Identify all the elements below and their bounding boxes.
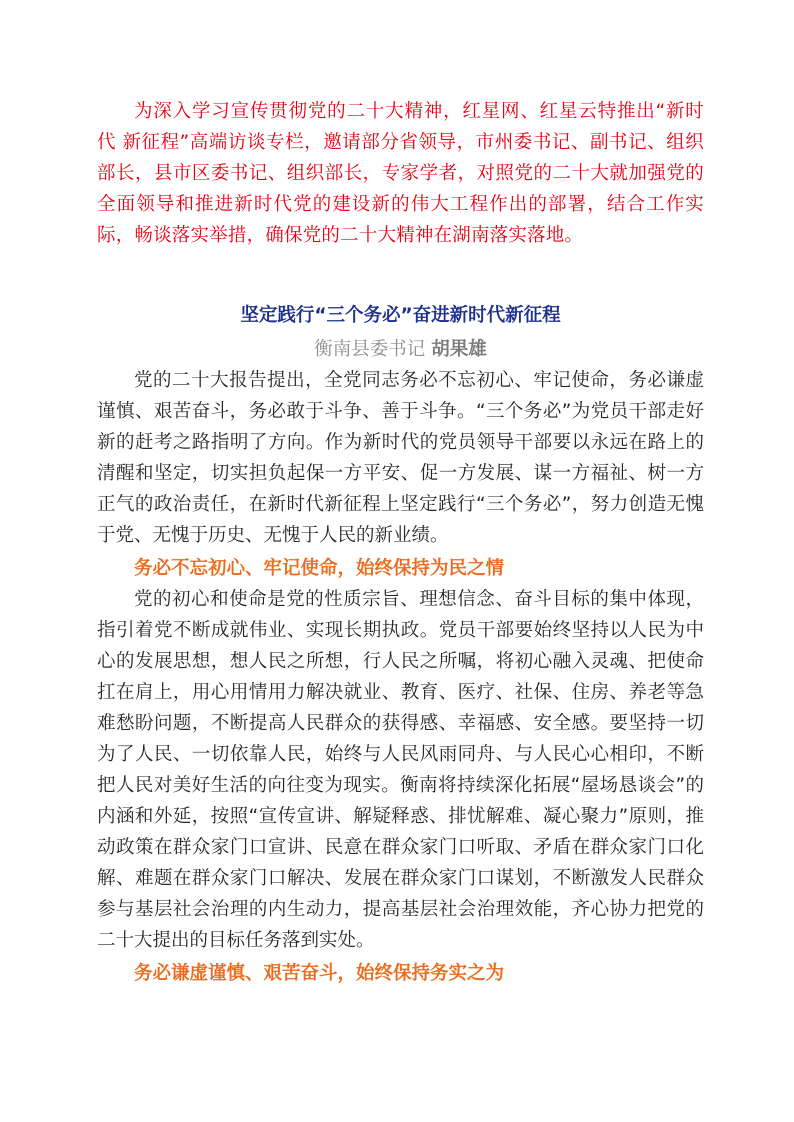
body-paragraph-2: 党的初心和使命是党的性质宗旨、理想信念、奋斗目标的集中体现，指引着党不断成就伟业、实现长期执政。党员干部要始终坚持以人民为中心的发展思想，想人民之所想，行人民之所嘱，将初心融入灵魂、把使命扛在肩上，用心用情用力解决就业、教育、医疗、社保、住房、养老等急难愁盼问题，不断提高人民群众的获得感、幸福感、安全感。要坚持一切为了人民、一切依靠人民，始终与人民风雨同舟、与人民心心相印，不断把人民对美好生活的向往变为现实。衡南将持续深化拓展“屋场恳谈会”的内涵和外延，按照“宣传宣讲、解疑释惑、排忧解难、凝心聚力”原则，推动政策在群众家门口宣讲、民意在群众家门口听取、矛盾在群众家门口化解、难题在群众家门口解决、发展在群众家门口谋划，不断激发人民群众参与基层社会治理的内生动力，提高基层社会治理效能，齐心协力把党的二十大提出的目标任务落到实处。	[97, 589, 704, 951]
byline-name: 胡果雄	[431, 339, 487, 360]
byline	[97, 335, 704, 365]
body-paragraph-1: 党的二十大报告提出，全党同志务必不忘初心、牢记使命，务必谦虚谨慎、艰苦奋斗，务必敢于斗争、善于斗争。“三个务必”为党员干部走好新的赶考之路指明了方向。作为新时代的党员领导干部要以永远在路上的清醒和坚定，切实担负起保一方平安、促一方发展、谋一方福祉、树一方正气的政治责任，在新时代新征程上坚定践行“三个务必”，努力创造无愧于党、无愧于历史、无愧于人民的新业绩。	[97, 370, 704, 546]
byline-role: 衡南县委书记	[314, 339, 426, 360]
article-title: 坚定践行“三个务必”奋进新时代新征程	[240, 305, 561, 326]
section-heading-1: 务必不忘初心、牢记使命，始终保持为民之情	[134, 558, 505, 579]
intro-paragraph: 为深入学习宣传贯彻党的二十大精神，红星网、红星云特推出“新时代 新征程”高端访谈专栏，邀请部分省领导，市州委书记、副书记、组织部长，县市区委书记、组织部长，专家学者，对照党的二十大就加强党的全面领导和推进新时代党的建设新的伟大工程作出的部署，结合工作实际，畅谈落实举措，确保党的二十大精神在湖南落实落地。	[97, 101, 704, 246]
section-heading-2: 务必谦虚谨慎、艰苦奋斗，始终保持务实之为	[134, 963, 505, 984]
